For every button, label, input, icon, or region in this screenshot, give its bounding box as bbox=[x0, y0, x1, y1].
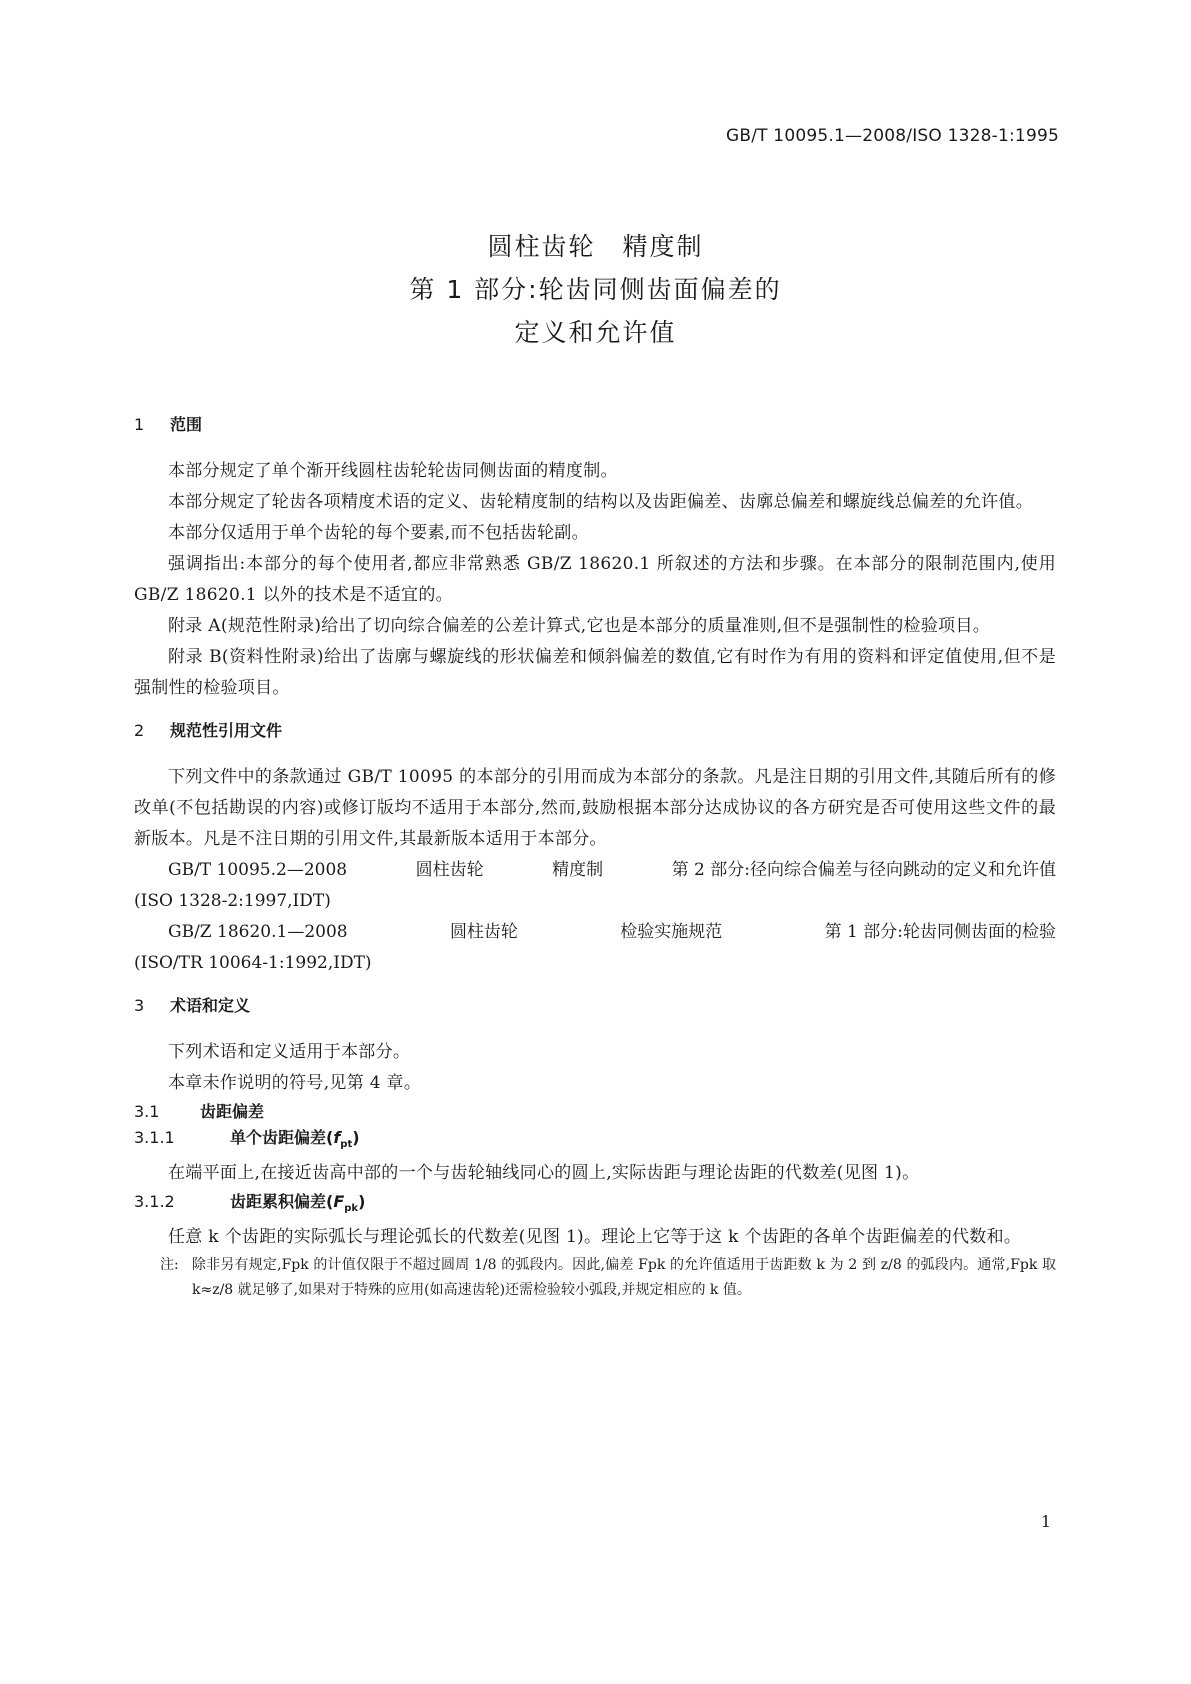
reference-entry bbox=[134, 855, 1056, 886]
paragraph: 本部分规定了单个渐开线圆柱齿轮轮齿同侧齿面的精度制。 bbox=[168, 461, 618, 481]
reference-part: 圆柱齿轮 bbox=[449, 922, 518, 942]
reference-code: GB/T 10095.2—2008 bbox=[168, 860, 348, 880]
paragraph: 下列术语和定义适用于本部分。 bbox=[168, 1042, 411, 1062]
reference-part: 检验实施规范 bbox=[620, 922, 723, 942]
standard-code: GB/T 10095.1—2008/ISO 1328-1:1995 bbox=[725, 126, 1059, 146]
title-line-3: 定义和允许值 bbox=[514, 318, 677, 347]
section-number: 3.1.2 bbox=[134, 1192, 175, 1212]
symbol-subscript: pt bbox=[340, 1139, 353, 1151]
title-line-2: 第 1 部分:轮齿同侧齿面偏差的 bbox=[409, 275, 782, 304]
document-title bbox=[0, 225, 1191, 354]
reference-entry bbox=[134, 917, 1056, 948]
paragraph: 本部分规定了轮齿各项精度术语的定义、齿轮精度制的结构以及齿距偏差、齿廓总偏差和螺旋线总偏差的允许值。 bbox=[168, 492, 1033, 512]
section-title: 单个齿距偏差( bbox=[230, 1128, 334, 1147]
section-number: 3.1.1 bbox=[134, 1128, 175, 1147]
reference-part: 第 2 部分:径向综合偏差与径向跳动的定义和允许值 bbox=[671, 860, 1056, 880]
subsection-heading-pitch-deviation bbox=[134, 1099, 1056, 1125]
section-title: 齿距累积偏差( bbox=[230, 1192, 334, 1212]
section-title: 规范性引用文件 bbox=[170, 721, 283, 740]
paragraph: 强调指出:本部分的每个使用者,都应非常熟悉 GB/Z 18620.1 所叙述的方法和步骤。在本部分的限制范围内,使用 GB/Z 18620.1 以外的技术是不适宜的。 bbox=[134, 554, 1056, 605]
section-title: 术语和定义 bbox=[170, 996, 251, 1015]
note-text: 除非另有规定,Fpk 的计值仅限于不超过圆周 1/8 的弧段内。因此,偏差 Fpk 的允许值适用于齿距数 k 为 2 到 z/8 的弧段内。通常,Fpk 取 k≈z/8 就足够了,如果对于特殊的应用(如高速齿轮)还需检验较小弧段,并规定相应的 k 值。 bbox=[192, 1257, 1056, 1299]
reference-equivalent: (ISO 1328-2:1997,IDT) bbox=[134, 891, 331, 911]
title-close: ) bbox=[352, 1128, 360, 1147]
section-number: 3.1 bbox=[134, 1102, 160, 1121]
subsection-heading-single-pitch-deviation bbox=[134, 1125, 1056, 1158]
reference-part: 精度制 bbox=[552, 860, 604, 880]
paragraph: 本部分仅适用于单个齿轮的每个要素,而不包括齿轮副。 bbox=[168, 523, 589, 543]
section-title: 范围 bbox=[170, 415, 203, 434]
title-line-1: 圆柱齿轮 精度制 bbox=[487, 232, 704, 261]
note-label: 注: bbox=[160, 1257, 179, 1274]
section-number: 3 bbox=[134, 996, 145, 1015]
symbol: f bbox=[333, 1128, 341, 1147]
page-number: 1 bbox=[1040, 1512, 1051, 1531]
paragraph: 在端平面上,在接近齿高中部的一个与齿轮轴线同心的圆上,实际齿距与理论齿距的代数差(见图 1)。 bbox=[168, 1163, 920, 1184]
paragraph: 附录 A(规范性附录)给出了切向综合偏差的公差计算式,它也是本部分的质量准则,但不是强制性的检验项目。 bbox=[168, 616, 991, 636]
section-heading-terms bbox=[134, 993, 1056, 1019]
reference-equivalent: (ISO/TR 10064-1:1992,IDT) bbox=[134, 953, 372, 973]
document-body bbox=[134, 412, 1056, 1303]
section-heading-normative-references bbox=[134, 718, 1056, 744]
paragraph: 任意 k 个齿距的实际弧长与理论弧长的代数差(见图 1)。理论上它等于这 k 个齿距的各单个齿距偏差的代数和。 bbox=[168, 1227, 1022, 1248]
reference-part: 圆柱齿轮 bbox=[415, 860, 484, 880]
section-heading-scope bbox=[134, 412, 1056, 438]
section-title: 齿距偏差 bbox=[200, 1102, 265, 1121]
reference-part: 第 1 部分:轮齿同侧齿面的检验 bbox=[824, 922, 1056, 942]
paragraph: 本章未作说明的符号,见第 4 章。 bbox=[168, 1073, 422, 1093]
section-number: 2 bbox=[134, 721, 145, 740]
title-close: ) bbox=[358, 1192, 366, 1212]
paragraph: 下列文件中的条款通过 GB/T 10095 的本部分的引用而成为本部分的条款。凡是注日期的引用文件,其随后所有的修改单(不包括勘误的内容)或修订版均不适用于本部分,然而,鼓励根据本部分达成协议的各方研究是否可使用这些文件的最新版本。凡是不注日期的引用文件,其最新版本适用于本部分。 bbox=[134, 767, 1056, 849]
paragraph: 附录 B(资料性附录)给出了齿廓与螺旋线的形状偏差和倾斜偏差的数值,它有时作为有用的资料和评定值使用,但不是强制性的检验项目。 bbox=[134, 647, 1056, 698]
note bbox=[160, 1253, 1056, 1303]
reference-code: GB/Z 18620.1—2008 bbox=[168, 922, 348, 942]
symbol-subscript: pk bbox=[344, 1203, 359, 1215]
symbol: F bbox=[333, 1192, 345, 1212]
subsection-heading-cumulative-pitch-deviation bbox=[134, 1189, 1056, 1222]
section-number: 1 bbox=[134, 415, 145, 434]
